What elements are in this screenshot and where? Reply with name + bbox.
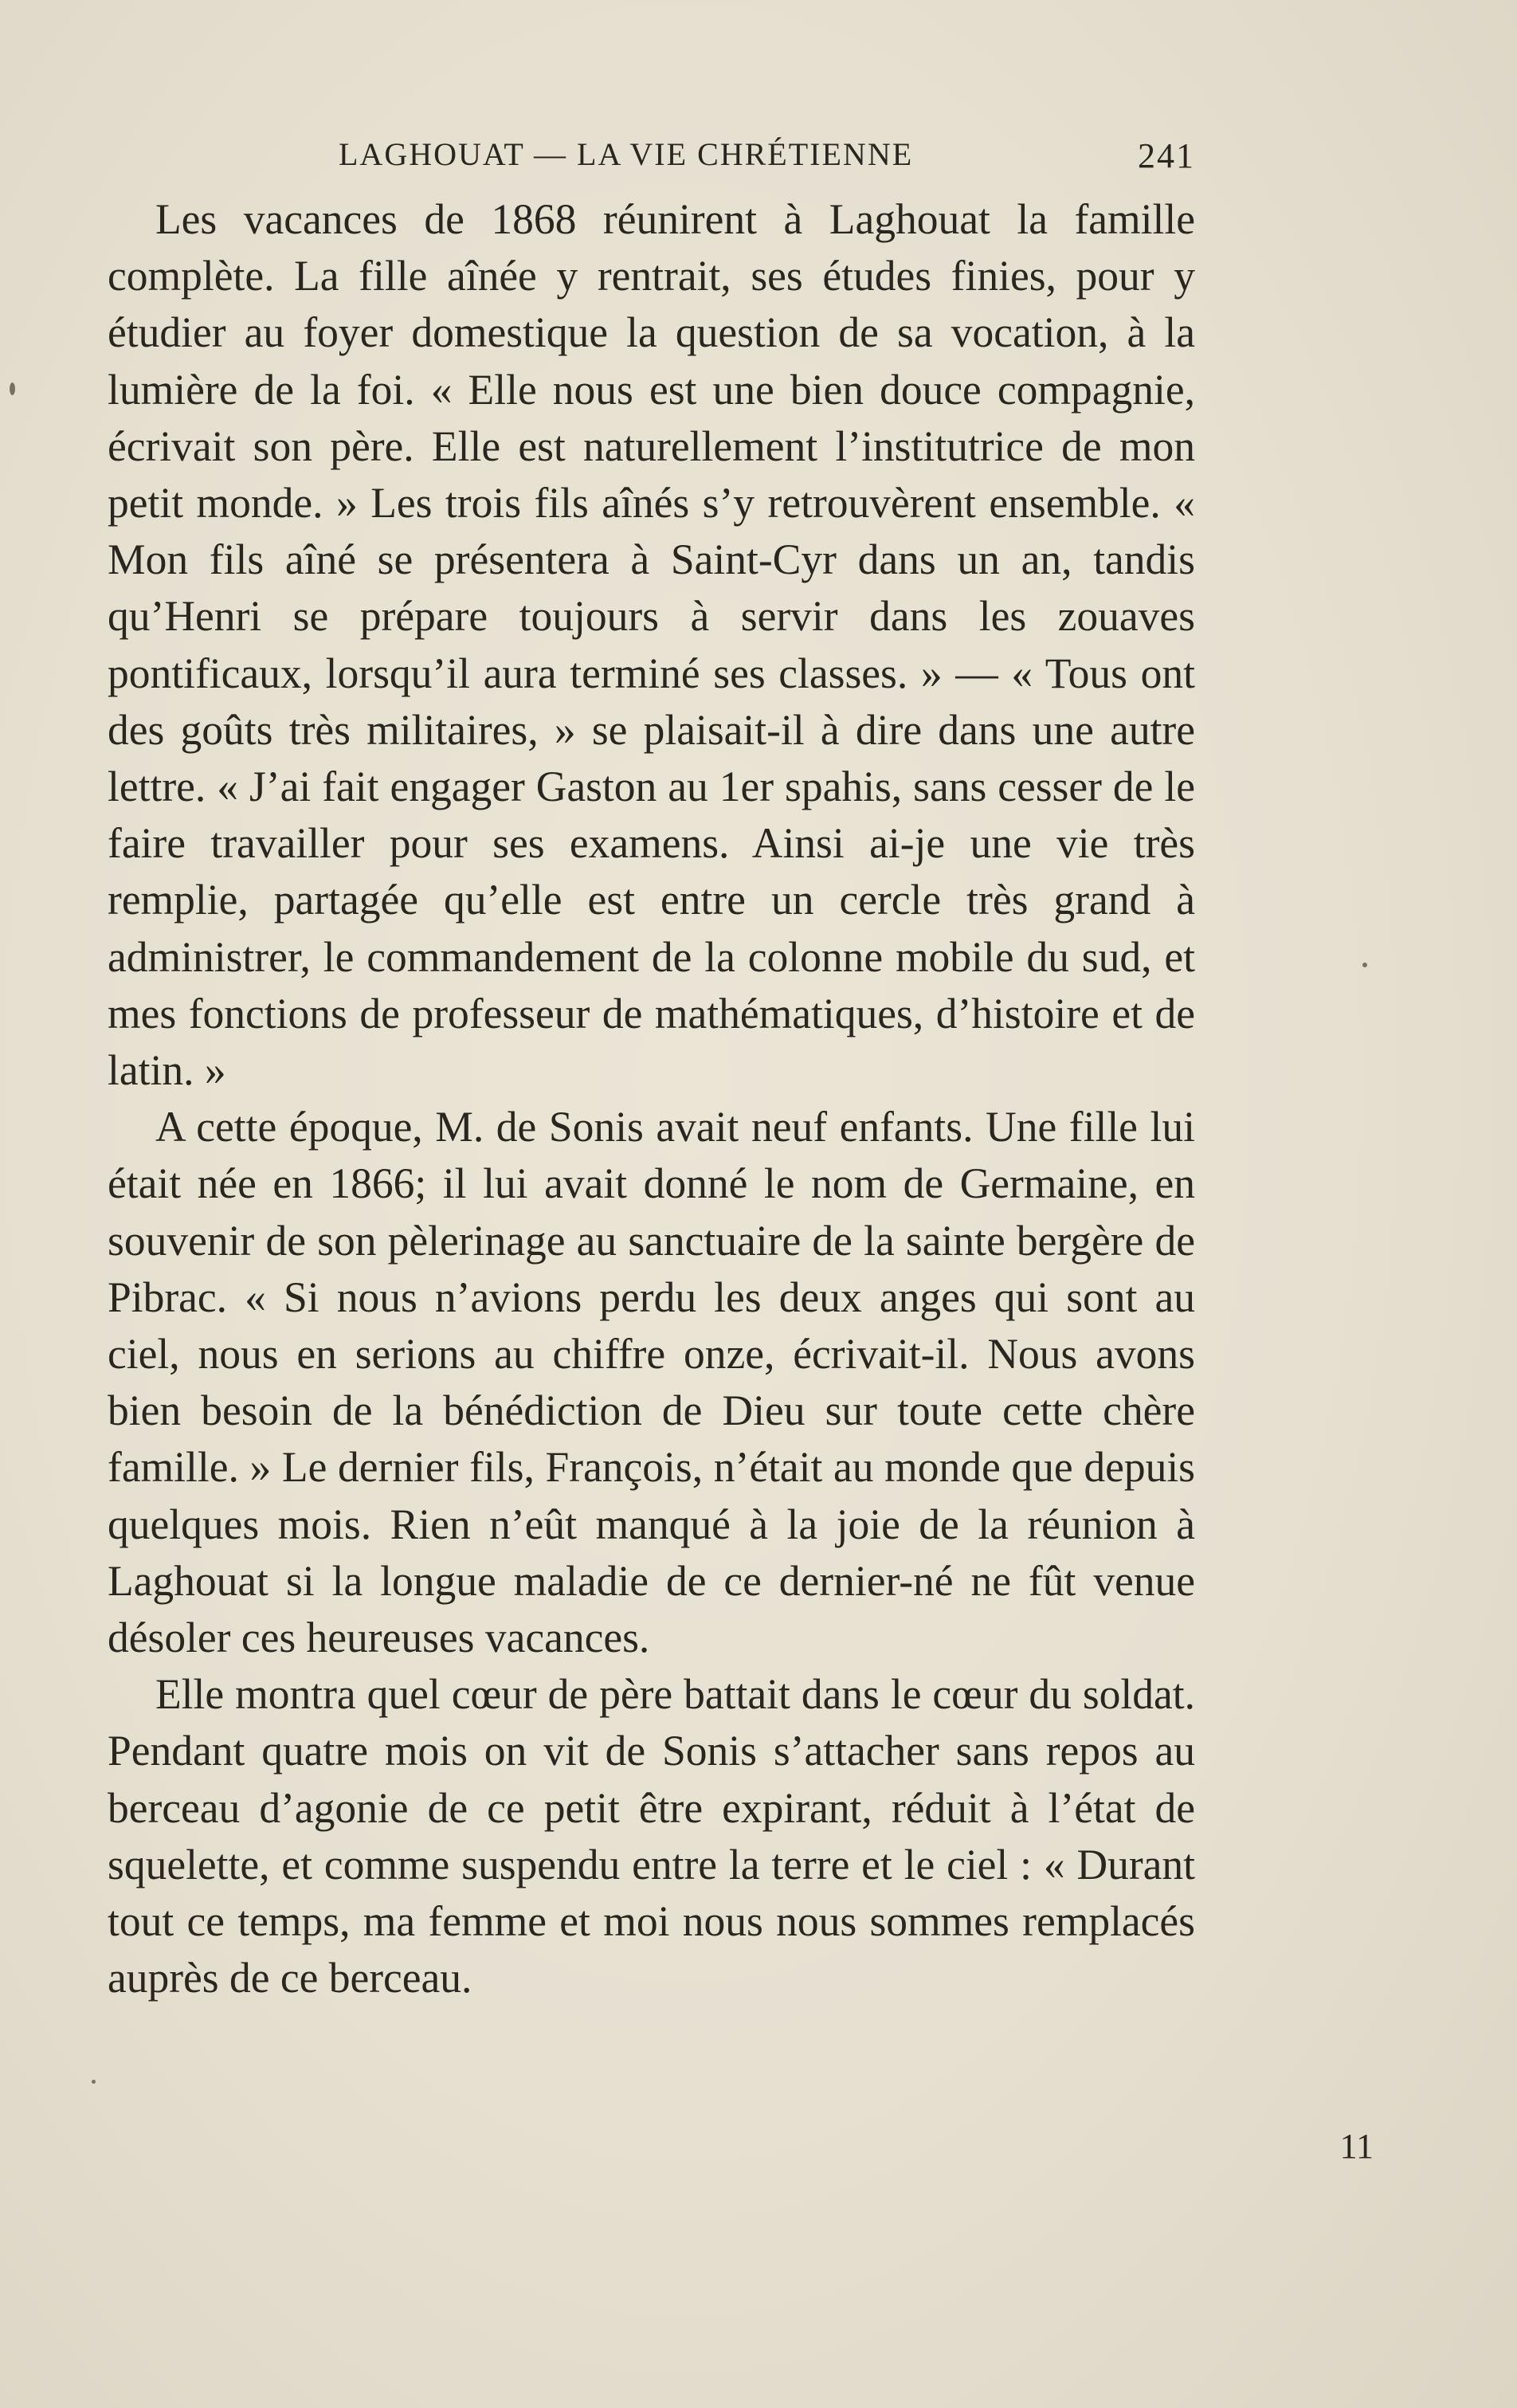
signature-mark: 11 xyxy=(1339,2127,1374,2166)
running-head xyxy=(108,120,1195,191)
paper-speck xyxy=(10,382,15,395)
page-number: 241 xyxy=(1138,136,1195,175)
paper-speck xyxy=(1362,963,1367,967)
paragraph-3: Elle montra quel cœur de père battait dans le cœur du soldat. Pendant quatre mois on vit de Sonis s’attacher sans repos au berceau d’agonie de ce petit être expirant, réduit à l’état de squelette, et comme suspendu entre la terre et le ciel : « Durant tout ce temps, ma femme et moi nous nous sommes remplacés auprès de ce berceau. xyxy=(108,1670,1195,2002)
text-block xyxy=(108,120,1195,2007)
paragraph-2: A cette époque, M. de Sonis avait neuf enfants. Une fille lui était née en 1866; il lui avait donné le nom de Germaine, en souvenir de son pèlerinage au sanctuaire de la sainte bergère de Pibrac. « Si nous n’avions perdu les deux anges qui sont au ciel, nous en serions au chiffre onze, écrivait-il. Nous avons bien besoin de la bénédiction de Dieu sur toute cette chère famille. » Le dernier fils, François, n’était au monde que depuis quelques mois. Rien n’eût manqué à la joie de la réunion à Laghouat si la longue maladie de ce dernier-né ne fût venue désoler ces heureuses vacances. xyxy=(108,1103,1195,1662)
running-title: LAGHOUAT — LA VIE CHRÉTIENNE xyxy=(339,136,914,172)
paragraph-1: Les vacances de 1868 réunirent à Laghouat la famille complète. La fille aînée y rentrait, ses études finies, pour y étudier au foyer domestique la question de sa vocation, à la lumière de la foi. « Elle nous est une bien douce compagnie, écrivait son père. Elle est naturellement l’institutrice de mon petit monde. » Les trois fils aînés s’y retrouvèrent ensemble. « Mon fils aîné se présentera à Saint-Cyr dans un an, tandis qu’Henri se prépare toujours à servir dans les zouaves pontificaux, lorsqu’il aura terminé ses classes. » — « Tous ont des goûts très militaires, » se plaisait-il à dire dans une autre lettre. « J’ai fait engager Gaston au 1er spahis, sans cesser de le faire travailler pour ses examens. Ainsi ai-je une vie très remplie, partagée qu’elle est entre un cercle très grand à administrer, le commandement de la colonne mobile du sud, et mes fonctions de professeur de mathématiques, d’histoire et de latin. » xyxy=(108,195,1195,1095)
paper-speck xyxy=(92,2080,96,2084)
